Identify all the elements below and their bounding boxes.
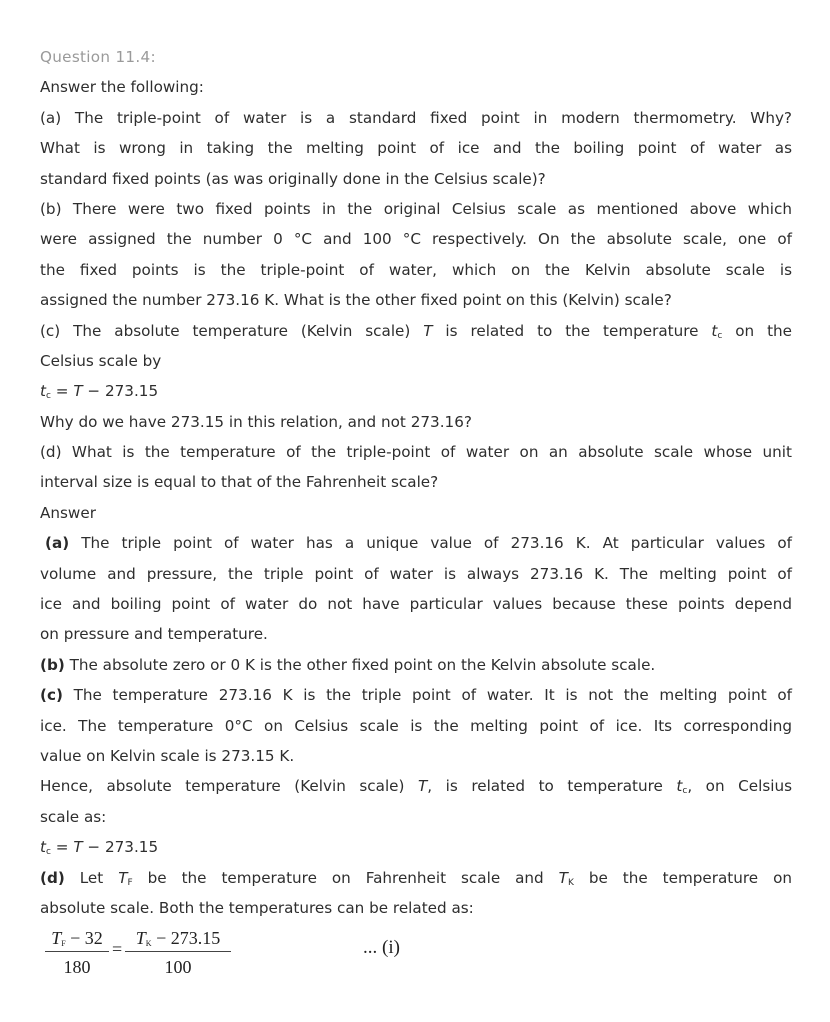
symbol: T — [73, 382, 83, 401]
question-d-line: (d) What is the temperature of the triple-point of water on an absolute scale whose unit — [40, 443, 792, 462]
variable-tc — [676, 777, 687, 795]
answer-c-line — [40, 680, 792, 710]
question-intro: Answer the following: — [40, 78, 204, 97]
equation-reference: ... (i) — [363, 937, 400, 958]
text: − 273.15 — [151, 928, 221, 948]
text: The triple point of water has a unique value of 273.16 K. At particular values of — [69, 534, 792, 553]
subscript: c — [682, 786, 688, 797]
question-b-line: assigned the number 273.16 K. What is the other fixed point on this (Kelvin) scale? — [40, 291, 672, 310]
answer-hence-line — [40, 771, 792, 801]
right-numerator — [125, 925, 231, 952]
right-fraction — [125, 925, 231, 978]
question-b-line: (b) There were two fixed points in the original Celsius scale as mentioned above which — [40, 199, 792, 218]
answer-c-line: ice. The temperature 0°C on Celsius scale is the melting point of ice. Its corresponding — [40, 716, 792, 735]
answer-d-line: absolute scale. Both the temperatures can be related as: — [40, 898, 474, 917]
variable-tc — [711, 322, 722, 340]
text: The absolute zero or 0 K is the other fixed point on the Kelvin absolute scale. — [64, 655, 656, 674]
text: , is related to temperature — [427, 777, 677, 796]
symbol: t — [711, 321, 718, 340]
subscript: F — [61, 939, 66, 948]
text: be the temperature on — [588, 868, 792, 887]
left-numerator — [45, 925, 109, 952]
variable-T: T — [417, 777, 428, 796]
answer-d-label: (d) — [40, 868, 65, 887]
answer-d-line — [40, 863, 792, 893]
text: Hence, absolute temperature (Kelvin scale) — [40, 777, 418, 796]
text: on the — [735, 321, 792, 340]
question-b-line: were assigned the number 0 °C and 100 °C respectively. On the absolute scale, one of — [40, 230, 792, 249]
variable-TK — [559, 869, 574, 887]
right-denominator: 100 — [164, 957, 192, 977]
symbol: t — [40, 838, 46, 857]
answer-a-label: (a) — [45, 534, 70, 553]
symbol: T — [51, 928, 62, 948]
subscript: K — [145, 939, 152, 948]
symbol: T — [118, 868, 128, 887]
subscript: c — [45, 847, 51, 858]
question-b-line: the fixed points is the triple-point of water, which on the Kelvin absolute scale is — [40, 260, 792, 279]
text: − 32 — [65, 928, 103, 948]
text: Let — [64, 868, 119, 887]
subscript: F — [127, 877, 133, 888]
subscript: c — [717, 330, 723, 341]
question-c-equation — [40, 376, 792, 406]
symbol: t — [676, 777, 683, 796]
answer-a-line: ice and boiling point of water do not have particular values because these points depend — [40, 595, 792, 614]
text: − 273.15 — [82, 838, 159, 857]
subscript: c — [45, 391, 51, 402]
text: , on Celsius — [687, 777, 792, 796]
equals-sign: = — [112, 939, 123, 959]
text: be the temperature on Fahrenheit scale and — [147, 868, 559, 887]
answer-a-line — [40, 528, 792, 558]
answer-hence-line: scale as: — [40, 807, 107, 826]
symbol: T — [558, 868, 568, 887]
answer-a-line: on pressure and temperature. — [40, 625, 268, 644]
text: = — [50, 382, 74, 401]
variable-T: T — [423, 321, 433, 340]
variable-TF — [118, 869, 132, 887]
answer-b-line — [40, 650, 792, 680]
question-a-line: standard fixed points (as was originally done in the Celsius scale)? — [40, 169, 546, 188]
fraction-equation — [45, 925, 445, 985]
question-c-line — [40, 316, 792, 346]
text: − 273.15 — [82, 382, 159, 401]
left-denominator: 180 — [63, 957, 91, 977]
answer-b-label: (b) — [40, 655, 65, 674]
question-c-line: Celsius scale by — [40, 351, 162, 370]
answer-a-line: volume and pressure, the triple point of water is always 273.16 K. The melting point of — [40, 564, 792, 583]
answer-c-label: (c) — [40, 686, 63, 705]
subscript: K — [567, 877, 574, 888]
document-page — [40, 42, 792, 923]
symbol: T — [73, 838, 83, 857]
symbol: t — [40, 382, 46, 401]
text: (c) The absolute temperature (Kelvin scale) — [40, 321, 424, 340]
answer-equation — [40, 832, 792, 862]
text: = — [50, 838, 74, 857]
question-c-line: Why do we have 273.15 in this relation, and not 273.16? — [40, 412, 472, 431]
question-title: Question 11.4: — [40, 48, 156, 66]
question-d-line: interval size is equal to that of the Fahrenheit scale? — [40, 473, 439, 492]
text: The temperature 273.16 K is the triple point of water. It is not the melting point of — [62, 686, 792, 705]
question-a-line: (a) The triple-point of water is a standard fixed point in modern thermometry. Why? — [40, 108, 792, 127]
question-a-line: What is wrong in taking the melting point of ice and the boiling point of water as — [40, 139, 792, 158]
left-fraction — [45, 925, 109, 978]
answer-heading: Answer — [40, 503, 96, 522]
answer-c-line: value on Kelvin scale is 273.15 K. — [40, 746, 295, 765]
text: is related to the temperature — [445, 321, 712, 340]
symbol: T — [135, 928, 146, 948]
